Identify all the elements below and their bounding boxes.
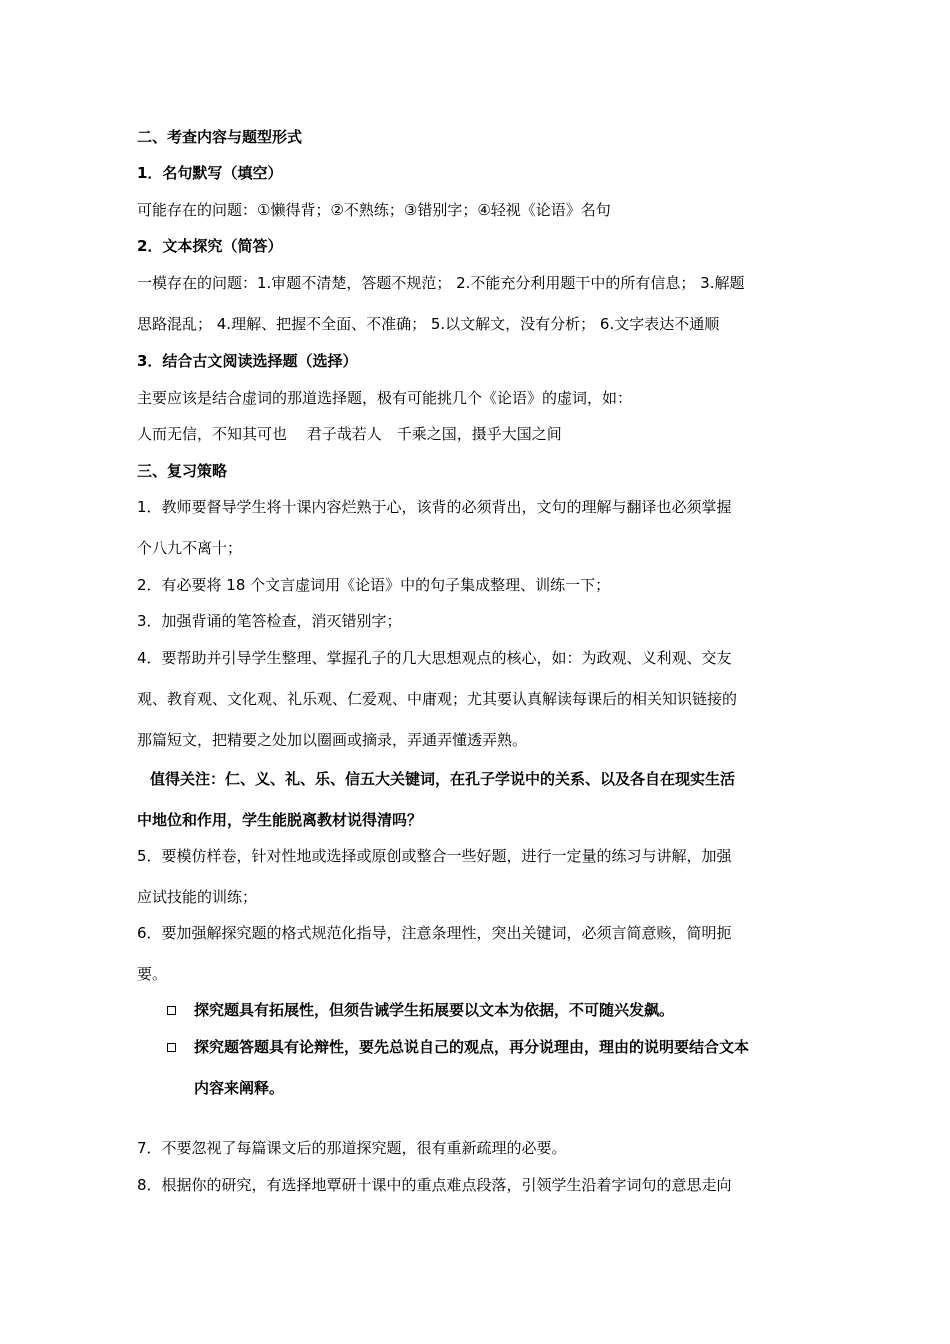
strategy-4b: 观、教育观、文化观、礼乐观、仁爱观、中庸观；尤其要认真解读每课后的相关知识链接的 xyxy=(137,690,738,708)
square-bullet-icon xyxy=(167,1043,176,1052)
item-heading-2: 2．文本探究（简答） xyxy=(137,237,283,255)
item-paragraph-3b: 人而无信，不知其可也 君子哉若人 千乘之国，摄乎大国之间 xyxy=(137,425,562,443)
strategy-6a: 6．要加强解探究题的格式规范化指导，注意条理性，突出关键词，必须言简意赅，简明扼 xyxy=(137,924,732,942)
strategy-6b: 要。 xyxy=(137,965,168,983)
strategy-5b: 应试技能的训练； xyxy=(137,888,258,906)
section-heading-2: 二、考查内容与题型形式 xyxy=(137,128,303,146)
strategy-8: 8．根据你的研究，有选择地覃研十课中的重点难点段落，引领学生沿着字词句的意思走向 xyxy=(137,1176,732,1194)
strategy-3: 3．加强背诵的笔答检查，消灭错别字； xyxy=(137,612,402,630)
strategy-2: 2．有必要将 18 个文言虚词用《论语》中的句子集成整理、训练一下； xyxy=(137,576,611,594)
item-paragraph-3a: 主要应该是结合虚词的那道选择题，极有可能挑几个《论语》的虚词，如： xyxy=(137,389,633,407)
note-paragraph-b: 中地位和作用，学生能脱离教材说得清吗？ xyxy=(137,811,423,829)
item-paragraph-1: 可能存在的问题：①懒得背；②不熟练；③错别字；④轻视《论语》名句 xyxy=(137,201,611,219)
strategy-7: 7．不要忽视了每篇课文后的那道探究题，很有重新疏理的必要。 xyxy=(137,1139,567,1157)
square-bullet-icon xyxy=(167,1006,176,1015)
strategy-1b: 个八九不离十； xyxy=(137,539,243,557)
section-heading-3: 三、复习策略 xyxy=(137,462,228,480)
bullet-item-2b: 内容来阐释。 xyxy=(194,1079,285,1097)
item-heading-3: 3．结合古文阅读选择题（选择） xyxy=(137,352,358,370)
bullet-item-2a: 探究题答题具有论辩性，要先总说自己的观点，再分说理由，理由的说明要结合文本 xyxy=(194,1038,750,1056)
strategy-5a: 5．要模仿样卷，针对性地或选择或原创或整合一些好题，进行一定量的练习与讲解，加强 xyxy=(137,847,732,865)
strategy-4c: 那篇短文，把精要之处加以圈画或摘录，弄通弄懂透弄熟。 xyxy=(137,731,528,749)
item-paragraph-2a: 一模存在的问题：1.审题不清楚，答题不规范； 2.不能充分利用题干中的所有信息； 3.解题 xyxy=(137,274,745,292)
item-paragraph-2b: 思路混乱； 4.理解、把握不全面、不准确； 5.以文解文，没有分析； 6.文字表达不通顺 xyxy=(137,315,720,333)
strategy-4a: 4．要帮助并引导学生整理、掌握孔子的几大思想观点的核心，如：为政观、义利观、交友 xyxy=(137,649,732,667)
bullet-item-1: 探究题具有拓展性，但须告诫学生拓展要以文本为依据，不可随兴发飙。 xyxy=(194,1001,675,1019)
note-paragraph-a: 值得关注：仁、义、礼、乐、信五大关键词，在孔子学说中的关系、以及各自在现实生活 xyxy=(150,770,736,788)
item-heading-1: 1．名句默写（填空） xyxy=(137,164,283,182)
strategy-1a: 1．教师要督导学生将十课内容烂熟于心，该背的必须背出，文句的理解与翻译也必须掌握 xyxy=(137,498,732,516)
